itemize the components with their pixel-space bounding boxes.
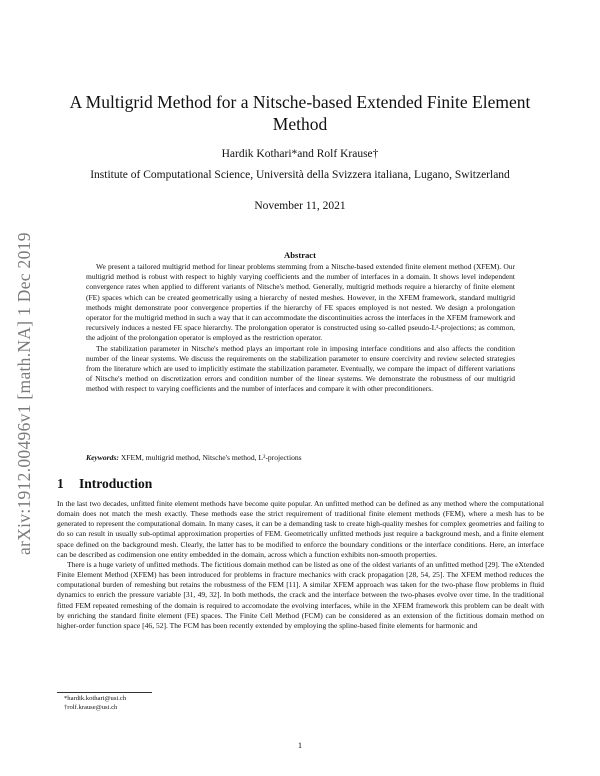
- arxiv-identifier: arXiv:1912.00496v1 [math.NA] 1 Dec 2019: [14, 232, 34, 555]
- body-paragraph-2: There is a huge variety of unfitted methods. The fictitious domain method can be listed as one of the oldest variants of an unfitted method [29]. The eXtended Finite Element Method (XFEM) has been introduced for problems in fracture mechanics with crack propagation [28, 54, 25]. The XFEM method reduces the computational burden of remeshing but retains the robustness of the FEM [11]. A similar XFEM approach was taken for the two-phase flow problems in fluid dynamics to enrich the pressure variable [31, 49, 32]. In both methods, the crack and the interface between the two-phases evolve over time. In the traditional fitted FEM repeated remeshing of the domain is required to accomodate the evolving interfaces, while in the XFEM framework this problem can be dealt with by enriching the standard finite element (FE) spaces. The Finite Cell Method (FCM) can be considered as an extension of the fictitious domain method on higher-order function space [46, 52]. The FCM has been recently extended by employing the spline-based finite elements for harmonic and: [57, 559, 544, 630]
- authors: Hardik Kothari*and Rolf Krause†: [221, 148, 379, 160]
- abstract-heading: Abstract: [284, 250, 316, 260]
- footnote-rule: [57, 692, 152, 693]
- section-heading: [57, 476, 537, 492]
- footnote-2: †rolf.krause@usi.ch: [64, 704, 118, 711]
- abstract-paragraph-1: We present a tailored multigrid method for linear problems stemming from a Nitsche-based extended finite element method (XFEM). Our multigrid method is robust with respect to highly varying coefficients and the number of interfaces in a domain. It shows level independent convergence rates when applied to different variants of Nitsche's method. Generally, multigrid methods require a hierarchy of finite element (FE) spaces which can be created geometrically using a hierarchy of nested meshes. However, in the XFEM framework, standard multigrid methods might demonstrate poor convergence properties if the hierarchy of FE spaces employed is not nested. We design a prolongation operator for the multigrid method in such a way that it can accommodate the discontinuities across the interfaces in the XFEM framework and recursively induces a nested FE space hierarchy. The prolongation operator is constructed using so-called pseudo-L²-projections; as common, the adjoint of the prolongation operator is employed as the restriction operator.: [86, 262, 515, 343]
- abstract: [86, 262, 515, 395]
- body-paragraph-1: In the last two decades, unfitted finite element methods have become quite popular. An unfitted method can be defined as any method where the computational domain does not match the mesh exactly. These methods ease the strict requirement of traditional finite element methods (FEM), where a mesh has to be generated to represent the computational domain. In many cases, it can be a demanding task to create high-quality meshes for complex geometries and failing to do so can result in usually sub-optimal approximation properties of FEM. Geometrically unfitted methods just require a background mesh, and a finite element space defined on the background mesh. Clearly, the latter has to be modified to enforce the boundary conditions or the interface conditions. Here, an interface can be described as codimension one entity embedded in the domain, across which a function exhibits non-smooth properties.: [57, 499, 544, 559]
- abstract-paragraph-2: The stabilization parameter in Nitsche's method plays an important role in imposing interface conditions and also affects the condition number of the linear systems. We discuss the requirements on the stabilization parameter to ensure coercivity and review selected strategies from the literature which are used to implicitly estimate the stabilization parameter. Eventually, we compare the impact of different variations of Nitsche's method on discretization errors and condition number of the linear systems. We demonstrate the robustness of our multigrid method with respect to varying coefficients and the number of interfaces and compare it with other preconditioners.: [86, 343, 515, 394]
- affiliation: Institute of Computational Science, Università della Svizzera italiana, Lugano, Switzerland: [90, 169, 510, 181]
- section-number: 1: [57, 476, 64, 491]
- paper-title: A Multigrid Method for a Nitsche-based Extended Finite Element Method: [69, 92, 531, 134]
- keywords-text: XFEM, multigrid method, Nitsche's method, L²-projections: [120, 453, 302, 462]
- page-number: 1: [297, 740, 303, 750]
- keywords-label: Keywords:: [86, 453, 119, 462]
- keywords: [86, 453, 516, 462]
- date: November 11, 2021: [254, 200, 346, 212]
- footnotes: [64, 694, 364, 712]
- body-text: [57, 499, 544, 631]
- footnote-1: *hardik.kothari@usi.ch: [64, 695, 127, 702]
- section-title: Introduction: [79, 476, 153, 491]
